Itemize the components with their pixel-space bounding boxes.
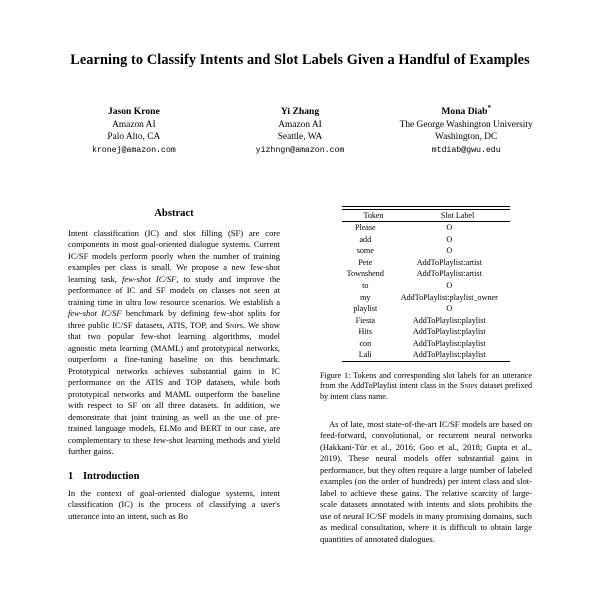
cell-token: my (360, 292, 371, 302)
author-location: Palo Alto, CA (107, 132, 161, 143)
section-heading-introduction (68, 471, 280, 482)
author-affiliation: Amazon AI (112, 119, 156, 130)
author-name (384, 104, 548, 119)
table-bottom-rule (342, 361, 510, 362)
cell-slot-label: O (446, 246, 453, 256)
slot-label-table-body (342, 222, 510, 360)
table-row (342, 234, 510, 246)
table-body (342, 222, 510, 360)
author-block (52, 104, 548, 156)
cell-token: Lali (358, 350, 372, 360)
table-row (342, 303, 510, 315)
figure-spacer (320, 403, 532, 419)
cell-token: Hits (358, 327, 373, 337)
figure-caption-label: Figure 1: (320, 370, 351, 380)
cell-token: to (362, 280, 369, 290)
author-location: Washington, DC (435, 132, 498, 143)
cell-slot-label: AddToPlaylist:playlist (412, 327, 486, 337)
cell-slot-label: AddToPlaylist:artist (416, 269, 482, 279)
table-row (342, 268, 510, 280)
cell-slot-label: AddToPlaylist:playlist (412, 350, 486, 360)
author-entry (218, 104, 382, 156)
author-name-text: Mona Diab (441, 106, 488, 118)
introduction-paragraph: In the context of goal-oriented dialogue systems, intent classification (IC) is the process of classifying a user's utterance into an intent, such as Bo (68, 487, 280, 521)
table-row (342, 245, 510, 257)
author-name-text: Jason Krone (107, 106, 160, 118)
cell-token: Fiesta (355, 315, 375, 325)
cell-token: con (359, 338, 372, 348)
cell-slot-label: O (446, 234, 453, 244)
table-row (342, 349, 510, 361)
column-header-token: Token (363, 210, 384, 220)
author-name-text: Yi Zhang (280, 106, 320, 118)
section-number: 1 (68, 470, 74, 482)
column-header-slot-label: Slot Label (440, 210, 475, 220)
table-row (342, 337, 510, 349)
author-email: yizhngn@amazon.com (255, 145, 345, 156)
table-head-group (342, 210, 510, 222)
cell-token: add (359, 234, 372, 244)
page-title: Learning to Classify Intents and Slot Labels Given a Handful of Examples (70, 52, 530, 68)
cell-slot-label: O (446, 223, 453, 233)
table-header-row (342, 210, 510, 222)
table-row (342, 257, 510, 269)
author-name (52, 104, 216, 119)
cell-token: Pete (358, 257, 373, 267)
table-row (342, 222, 510, 234)
author-email: mtdiab@gwu.edu (431, 145, 501, 156)
author-email: kronej@amazon.com (91, 145, 176, 156)
cell-token: some (356, 246, 374, 256)
cell-slot-label: AddToPlaylist:playlist (412, 338, 486, 348)
cell-slot-label: AddToPlaylist:playlist (412, 315, 486, 325)
cell-slot-label: AddToPlaylist:playlist_owner (400, 292, 498, 302)
author-entry (384, 104, 548, 156)
table-row (342, 291, 510, 303)
author-location: Seattle, WA (277, 132, 323, 143)
figure-caption (320, 371, 532, 403)
abstract-paragraph: Intent classification (IC) and slot filling (SF) are core components in most goal-oriented dialogue systems. Current IC/SF models perform poorly when the number of training examples per class is small. We propose a new few-shot learning task, few-shot IC/SF, to study and improve the performance of IC and SF models on classes not seen at training time in ultra low resource scenarios. We establish a few-shot IC/SF benchmark by defining few-shot splits for three public IC/SF datasets, ATIS, TOP, and Snips. We show that two popular few-shot learning algorithms, model agnostic meta learning (MAML) and prototypical networks, outperform a fine-tuning baseline on this benchmark. Prototypical networks achieves substantial gains in IC performance on the ATIS and TOP datasets, while both prototypical networks and MAML outperform the baseline with respect to SF on all three datasets. In addition, we demonstrate that joint training as well as the use of pre-trained language models, ELMo and BERT in our case, are complementary to these few-shot learning methods and yield further gains. (68, 228, 281, 457)
table-row (342, 314, 510, 326)
author-affiliation: The George Washington University (399, 119, 533, 130)
left-column (68, 208, 280, 522)
table-row (342, 326, 510, 338)
cell-token: playlist (353, 304, 378, 314)
section-title: Introduction (83, 470, 140, 482)
cell-token: Please (354, 223, 376, 233)
abstract-heading: Abstract (154, 208, 194, 219)
author-name (218, 104, 382, 119)
right-column (320, 206, 532, 545)
author-footnote-marker: * (487, 104, 491, 112)
figure-caption-text: Tokens and corresponding slot labels for an utterance from the AddToPlaylist intent class in the Snips dataset prefixed by intent class name. (320, 370, 533, 401)
author-affiliation: Amazon AI (278, 119, 322, 130)
cell-slot-label: O (446, 304, 453, 314)
cell-token: Townshend (346, 269, 384, 279)
table-row (342, 280, 510, 292)
right-column-paragraph: As of late, most state-of-the-art IC/SF models are based on feed-forward, convolutional, or recurrent neural networks (Hakkani-Tür et al., 2016; Goo et al., 2018; Gupta et al., 2019). These neural models offer substantial gains in performance, but they often require a large number of labeled examples (on the order of hundreds) per intent class and slot-label to achieve these gains. The relative scarcity of large-scale datasets annotated with intents and slots prohibits the use of neural IC/SF models in many promising domains, such as medical consultation, where it is difficult to obtain large quantities of annotated dialogues. (320, 418, 532, 544)
slot-label-table (342, 210, 510, 222)
cell-slot-label: O (446, 280, 453, 290)
figure-1 (320, 206, 532, 403)
author-entry (52, 104, 216, 156)
cell-slot-label: AddToPlaylist:artist (416, 257, 482, 267)
